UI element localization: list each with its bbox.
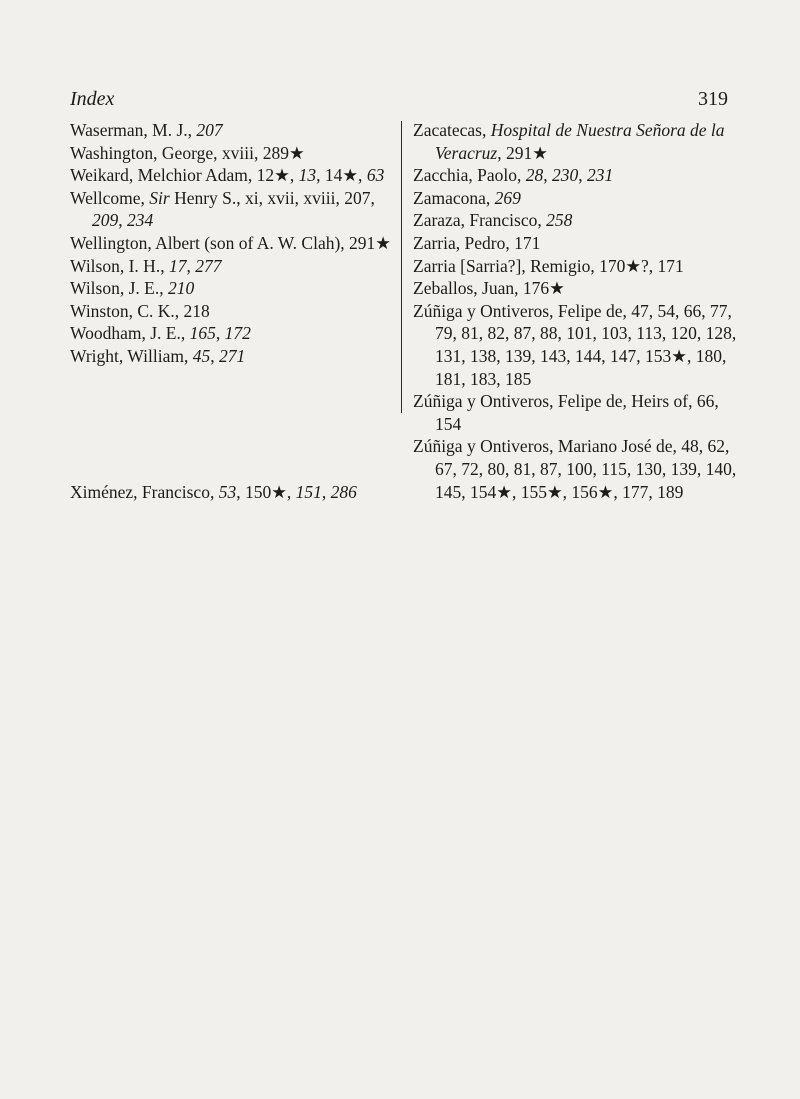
entry-text: Zarria [Sarria?], Remigio, 170★?, 171 bbox=[413, 255, 684, 276]
index-entry bbox=[413, 232, 738, 255]
entry-text: Zarria, Pedro, 171 bbox=[413, 232, 541, 253]
italic-text: 45 bbox=[192, 345, 211, 366]
italic-text: 13 bbox=[298, 165, 317, 186]
index-entry bbox=[413, 277, 738, 300]
italic-text: 258 bbox=[546, 210, 573, 231]
index-entry bbox=[70, 322, 392, 345]
left-entry-list bbox=[70, 119, 392, 368]
entry-text: , bbox=[118, 210, 127, 231]
entry-text: Weikard, Melchior Adam, 12★, bbox=[70, 165, 299, 186]
entry-text: Wright, William, bbox=[70, 345, 193, 366]
index-entry bbox=[413, 255, 738, 278]
running-head: Index bbox=[70, 88, 115, 110]
italic-text: 63 bbox=[366, 165, 385, 186]
entry-text: , bbox=[215, 323, 225, 344]
entry-text: Zamacona, bbox=[413, 187, 495, 208]
index-entry bbox=[413, 435, 738, 503]
index-entry bbox=[70, 300, 392, 323]
entry-text: Zacchia, Paolo, bbox=[413, 165, 526, 186]
entry-text: , bbox=[321, 481, 331, 502]
italic-text: 207 bbox=[196, 120, 223, 140]
entry-text: Winston, C. K., 218 bbox=[70, 300, 210, 321]
entry-text: Wilson, J. E., bbox=[70, 278, 168, 299]
italic-text: 269 bbox=[494, 187, 521, 208]
italic-text: 277 bbox=[195, 255, 222, 276]
entry-text: Zúñiga y Ontiveros, Felipe de, Heirs of, 66, 154 bbox=[413, 391, 719, 434]
index-entry bbox=[413, 209, 738, 232]
left-column bbox=[70, 119, 392, 503]
italic-text: Hospital de Nuestra Señora de la Veracruz bbox=[435, 120, 725, 163]
italic-text: 53 bbox=[218, 481, 237, 502]
page-number: 319 bbox=[698, 88, 728, 110]
italic-text: 230 bbox=[551, 165, 579, 186]
index-entry bbox=[413, 119, 738, 164]
index-entry bbox=[70, 277, 392, 300]
index-entry bbox=[70, 119, 392, 142]
entry-text: , bbox=[543, 165, 552, 186]
entry-text: Zúñiga y Ontiveros, Mariano José de, 48, 62, 67, 72, 80, 81, 87, 100, 115, 130, 139, 140, 145, 154★, 155★, 156★, 177, 189 bbox=[413, 436, 737, 502]
index-entry bbox=[70, 164, 392, 187]
entry-text: , bbox=[186, 255, 196, 276]
right-entry-list bbox=[413, 119, 738, 503]
entry-text: Waserman, M. J., bbox=[70, 120, 197, 140]
entry-text: Henry S., xi, xvii, xviii, 207, bbox=[169, 187, 375, 208]
italic-text: 209 bbox=[92, 210, 119, 231]
italic-text: 286 bbox=[330, 481, 357, 502]
index-entry bbox=[413, 187, 738, 210]
index-entry bbox=[413, 164, 738, 187]
entry-text: Ximénez, Francisco, bbox=[70, 481, 219, 502]
index-entry bbox=[70, 345, 392, 368]
italic-text: 271 bbox=[218, 345, 246, 366]
italic-text: Sir bbox=[149, 187, 170, 208]
index-entry bbox=[413, 390, 738, 435]
italic-text: 231 bbox=[586, 165, 614, 186]
italic-text: 28 bbox=[525, 165, 544, 186]
entry-text: Zúñiga y Ontiveros, Felipe de, 47, 54, 66, 77, 79, 81, 82, 87, 88, 101, 103, 113, 120, 128, 131, 138, 139, 143, 144, 147, 153★, 180, 181, 183, 185 bbox=[413, 300, 737, 389]
entry-text: Zaraza, Francisco, bbox=[413, 210, 547, 231]
entry-text: Woodham, J. E., bbox=[70, 323, 190, 344]
entry-text: , 291★ bbox=[497, 142, 548, 163]
italic-text: 234 bbox=[127, 210, 154, 231]
index-entry bbox=[70, 142, 392, 165]
index-entry bbox=[70, 481, 392, 504]
entry-text: , bbox=[578, 165, 587, 186]
entry-text: Zeballos, Juan, 176★ bbox=[413, 278, 565, 299]
entry-text: Washington, George, xviii, 289★ bbox=[70, 142, 305, 163]
italic-text: 172 bbox=[224, 323, 251, 344]
index-entry bbox=[70, 187, 392, 232]
entry-text: , bbox=[210, 345, 219, 366]
entry-text: Wellcome, bbox=[70, 187, 150, 208]
index-entry bbox=[70, 255, 392, 278]
right-column bbox=[413, 119, 738, 503]
index-entry bbox=[413, 300, 738, 390]
italic-text: 17 bbox=[168, 255, 187, 276]
column-divider bbox=[401, 121, 402, 413]
letter-gap bbox=[70, 368, 392, 481]
italic-text: 151 bbox=[295, 481, 322, 502]
entry-text: Wellington, Albert (son of A. W. Clah), 291★ bbox=[70, 232, 391, 253]
left-entry-list-x bbox=[70, 481, 392, 504]
italic-text: 210 bbox=[167, 278, 195, 299]
italic-text: 165 bbox=[189, 323, 216, 344]
entry-text: , 14★, bbox=[316, 165, 367, 186]
index-entry bbox=[70, 232, 392, 255]
entry-text: Zacatecas, bbox=[413, 120, 491, 140]
entry-text: , 150★, bbox=[236, 481, 296, 502]
entry-text: Wilson, I. H., bbox=[70, 255, 169, 276]
